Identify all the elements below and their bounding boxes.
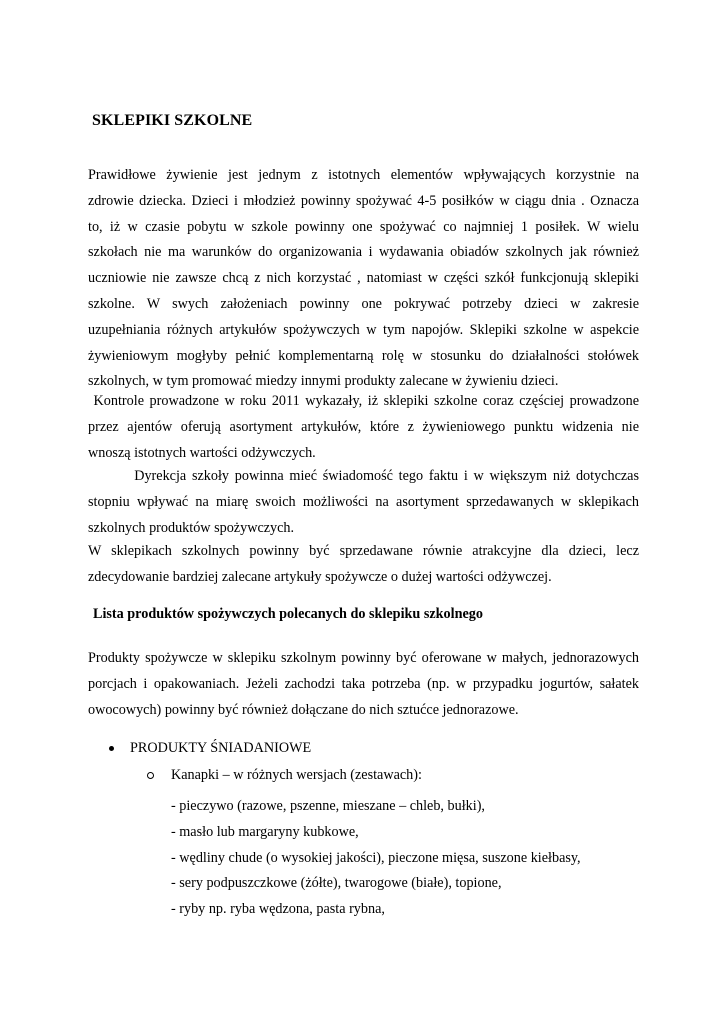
products-paragraph: [88, 646, 639, 723]
document-title: SKLEPIKI SZKOLNE: [92, 112, 253, 129]
text-line: zdrowie dziecka. Dzieci i młodzież powinny spożywać 4-5 posiłków w ciągu dnia . Oznacza: [88, 192, 639, 209]
text-line: Dyrekcja szkoły powinna mieć świadomość tego faktu i w większym niż dotychczas: [88, 468, 639, 484]
intro-paragraph: [88, 163, 639, 395]
text-line: szkołach nie ma warunków do organizowania i wydawania obiadów szkolnych jak również: [88, 244, 639, 261]
list-item: - pieczywo (razowe, pszenne, mieszane – chleb, bułki),: [171, 798, 485, 814]
text-line: to, iż w czasie pobytu w szkole powinny one spożywać co najmniej 1 posiłek. W wielu: [88, 218, 639, 235]
bullet-label: PRODUKTY ŚNIADANIOWE: [130, 740, 312, 756]
text-line: wnoszą istotnych wartości odżywczych.: [88, 444, 316, 461]
list-heading: Lista produktów spożywczych polecanych do sklepiku szkolnego: [93, 606, 483, 622]
bullet-icon: [109, 746, 114, 751]
shops-paragraph: [88, 539, 639, 591]
direction-paragraph: [88, 464, 639, 541]
text-line: W sklepikach szkolnych powinny być sprzedawane równie atrakcyjne dla dzieci, lecz: [88, 543, 639, 559]
text-line: uczniowie nie zawsze chcą z nich korzystać , natomiast w części szkół funkcjonują sklepiki: [88, 270, 639, 287]
text-line: Produkty spożywcze w sklepiku szkolnym powinny być oferowane w małych, jednorazowych: [88, 650, 639, 666]
text-line: stopniu wpływać na miarę swoich możliwości na asortyment sprzedawanych w sklepikach: [88, 493, 639, 510]
text-line: przez ajentów oferują asortyment artykułów, które z żywieniowego punktu widzenia nie: [88, 418, 639, 435]
text-line: szkolnych, w tym promować miedzy innymi produkty zalecane w żywieniu dzieci.: [88, 373, 559, 390]
sandwich-components-list: [171, 794, 581, 923]
text-line: Prawidłowe żywienie jest jednym z istotnych elementów wpływających korzystnie na: [88, 167, 639, 183]
text-line: Kontrole prowadzone w roku 2011 wykazały, iż sklepiki szkolne coraz częściej prowadzone: [88, 393, 639, 409]
list-item: - masło lub margaryny kubkowe,: [171, 823, 359, 840]
sub-bullet-label: Kanapki – w różnych wersjach (zestawach):: [171, 767, 422, 783]
text-line: szkolnych produktów spożywczych.: [88, 519, 295, 536]
list-item: - sery podpuszczkowe (żółte), twarogowe (białe), topione,: [171, 875, 502, 892]
text-line: żywieniowym mogłyby pełnić komplementarną rolę w stosunku do działalności stołówek: [88, 347, 639, 364]
text-line: szkolne. W swych założeniach powinny one pokrywać potrzeby dzieci w zakresie: [88, 295, 639, 312]
text-line: uzupełniania różnych artykułów spożywczych w tym napojów. Sklepiki szkolne w aspekcie: [88, 321, 639, 338]
controls-paragraph: [88, 389, 639, 466]
text-line: zdecydowanie bardziej zalecane artykuły spożywcze o dużej wartości odżywczej.: [88, 568, 552, 585]
list-item: - ryby np. ryba wędzona, pasta rybna,: [171, 901, 385, 918]
text-line: porcjach i opakowaniach. Jeżeli zachodzi taka potrzeba (np. w przypadku jogurtów, sałatek: [88, 675, 639, 692]
list-item: - wędliny chude (o wysokiej jakości), pieczone mięsa, suszone kiełbasy,: [171, 849, 581, 866]
text-line: owocowych) powinny być również dołączane do nich sztućce jednorazowe.: [88, 701, 519, 718]
circle-bullet-icon: [147, 772, 154, 779]
